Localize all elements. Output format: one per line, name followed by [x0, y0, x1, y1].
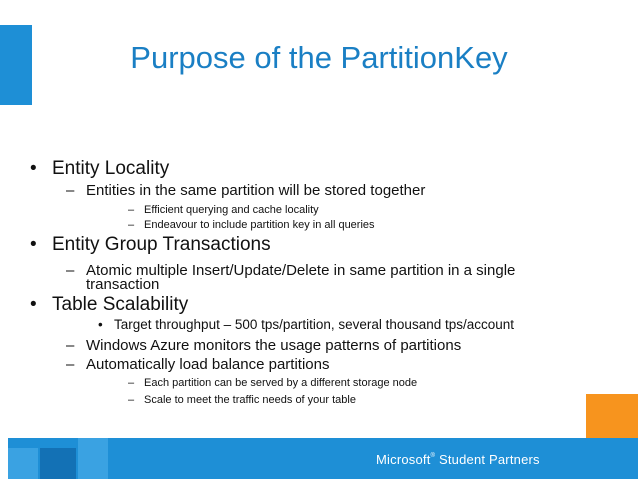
bullet-item: • Table Scalability	[30, 294, 189, 315]
slide-title: Purpose of the PartitionKey	[130, 40, 508, 75]
bullet-item: – Entities in the same partition will be stored together	[66, 182, 426, 199]
bullet-item: • Entity Locality	[30, 158, 170, 179]
bullet-item: – Automatically load balance partitions	[66, 356, 330, 373]
microsoft-student-partners-logo: Microsoft® Student Partners	[376, 452, 540, 467]
bullet-item: • Entity Group Transactions	[30, 234, 271, 255]
bullet-item: – Endeavour to include partition key in all queries	[128, 219, 375, 231]
bullet-item: – Each partition can be served by a different storage node	[128, 377, 418, 389]
bullet-item-continuation: transaction	[86, 276, 160, 293]
band-tile	[8, 448, 38, 479]
bullet-item: – Windows Azure monitors the usage patterns of partitions	[66, 337, 462, 354]
bullet-item: – Scale to meet the traffic needs of your table	[128, 394, 356, 406]
band-tile	[0, 438, 8, 479]
bullet-item: • Target throughput – 500 tps/partition, several thousand tps/account	[98, 317, 515, 332]
orange-square-decoration	[586, 394, 638, 438]
bullet-item: – Atomic multiple Insert/Update/Delete in same partition in a single	[66, 262, 516, 279]
bullet-item: – Efficient querying and cache locality	[128, 204, 319, 216]
footer-band	[0, 438, 638, 479]
band-tile	[40, 448, 76, 479]
band-tile	[78, 438, 108, 479]
